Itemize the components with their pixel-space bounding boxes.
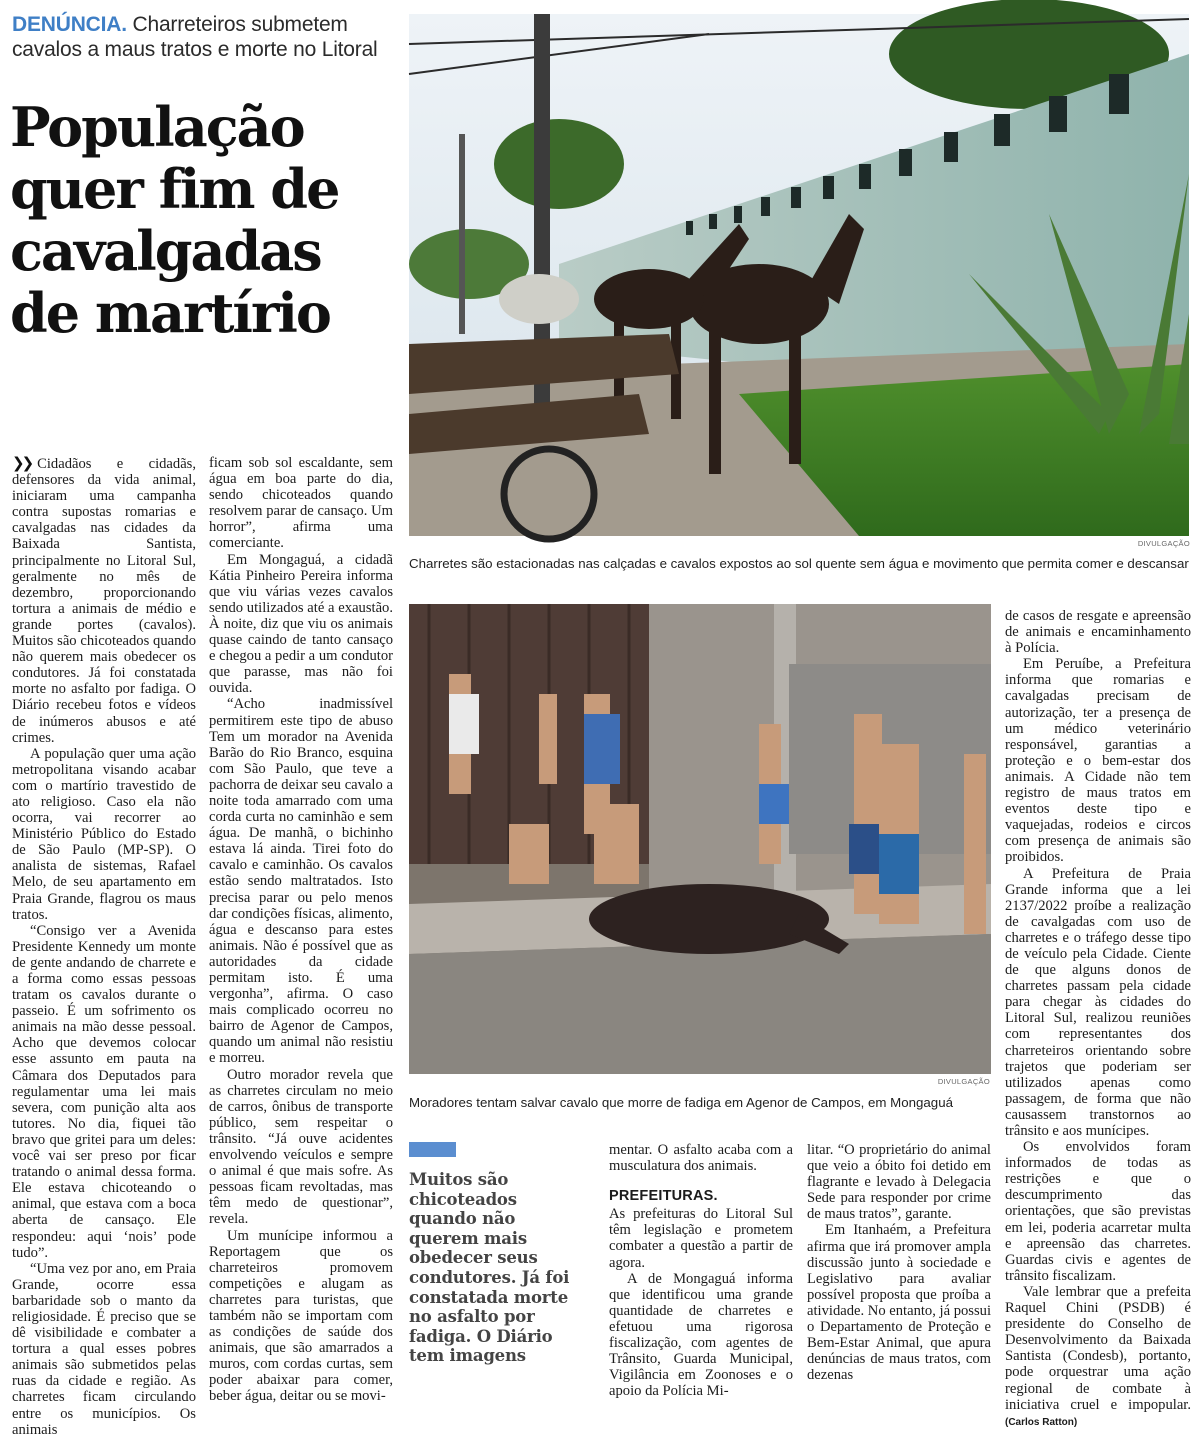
paragraph: “Consigo ver a Avenida Presidente Kennedy um monte de gente andando de charrete e a forma como essas pessoas tratam os cavalos durante o passeio. É um sofrimento os animais na mão desse pessoal. Acho que devemos colocar esse assunto em pauta na Câmara dos Deputados para regulamentar uma lei mais severa, com punição alta aos tutores. No dia, fiquei tão bravo que gritei para um deles: você vai ser preso por ficar tratando o animal dessa forma. Ele estava chicoteando o animal, que estava com a boca aberta de cansaço. Ele respondeu: aqui ‘nois’ pode tudo”.: [12, 922, 196, 1261]
article-column-5: [1005, 608, 1191, 1428]
bottom-photo-caption: Moradores tentam salvar cavalo que morre de fadiga em Agenor de Campos, em Mongaguá: [409, 1095, 953, 1110]
paragraph: Em Peruíbe, a Prefeitura informa que romarias e cavalgadas precisam de autorização, ter a presença de um médico veterinário responsável, garantias a proteção e o bem-estar dos animais. A Cidade não tem registro de maus tratos em eventos deste tipo e vaquejadas, rodeios e circos com presença de animais são proibidos.: [1005, 656, 1191, 866]
bottom-photo-credit: DIVULGAÇÃO: [937, 1077, 990, 1086]
paragraph: Um munícipe informou a Reportagem que os charreteiros promovem competições e alugam as charretes para turistas, que também não se importam com as condições de saúde dos animais, que são amarrados a muros, com cordas curtas, sem poder abaixar para comer, beber água, deitar ou se movi-: [209, 1227, 393, 1405]
kicker: [12, 12, 392, 62]
top-photo-credit: DIVULGAÇÃO: [1137, 539, 1190, 548]
paragraph: ❯❯ Cidadãos e cidadãs, defensores da vida animal, iniciaram uma campanha contra supostas romarias e cavalgadas nas cidades da Baixada Santista, principalmente no Litoral Sul, geralmente no mês de dezembro, proporcionando tortura a animais de médio e grande portes (cavalos). Muitos são chicoteados quando não querem mais obedecer os condutores. Já foi constatada morte no asfalto por fadiga. O Diário recebeu fotos e vídeos de inúmeros abusos e até crimes.: [12, 454, 196, 746]
headline: População quer fim de cavalgadas de martírio: [10, 95, 339, 345]
paragraph: mentar. O asfalto acaba com a musculatura dos animais.: [609, 1142, 793, 1175]
bottom-photo: [409, 604, 991, 1074]
paragraph: de casos de resgate e apreensão de animais e encaminhamento à Polícia.: [1005, 608, 1191, 657]
paragraph: A população quer uma ação metropolitana visando acabar com o martírio travestido de ato religioso. Caso ela não ocorra, vai recorrer ao Ministério Público do Estado de São Paulo (MP-SP). O analista de sistemas, Rafael Melo, de seu apartamento em Praia Grande, flagrou os maus tratos.: [12, 745, 196, 923]
article-column-1: [12, 454, 196, 1438]
paragraph: “Uma vez por ano, em Praia Grande, ocorre essa barbaridade sob o manto da religiosidade. É preciso que se dê visibilidade e combater a tortura a qual esses pobres animais são submetidos pelas ruas da cidade e região. As charretes ficam circulando entre os municípios. Os animais: [12, 1260, 196, 1438]
pullquote-bar: [409, 1142, 456, 1157]
paragraph: A Prefeitura de Praia Grande informa que a lei 2137/2022 proíbe a realização de cavalgadas com uso de charretes e o tráfego desse tipo de veículo pela Cidade. Ciente de que alguns donos de charretes passam pela cidade para chegar às cidades do Litoral Sul, realizou reuniões com representantes dos charreteiros orientando sobre trajetos que poderiam ser utilizados apenas como passagem, de forma que não causassem transtornos ao trânsito e aos munícipes.: [1005, 865, 1191, 1139]
kicker-text: Charreteiros submetem cavalos a maus tratos e morte no Litoral: [12, 13, 378, 61]
paragraph: Vale lembrar que a prefeita Raquel Chini (PSDB) é presidente do Conselho de Desenvolvimento da Baixada Santista (Condesb), portanto, pode orquestrar uma ação regional de combate à iniciativa cruel e impopular. (Carlos Ratton): [1005, 1283, 1191, 1428]
paragraph: A de Mongaguá informa que identificou uma grande quantidade de charretes e efetuou uma rigorosa fiscalização, com agentes de Trânsito, Guarda Municipal, Vigilância em Zoonoses e o apoio da Polícia Mi-: [609, 1270, 793, 1400]
section-tag: DENÚNCIA.: [12, 13, 127, 36]
article-column-2: [209, 455, 393, 1405]
horses-carts-image: [409, 14, 1189, 536]
article-column-4: [807, 1142, 991, 1384]
paragraph: As prefeituras do Litoral Sul têm legislação e prometem combater a questão a partir de agora.: [609, 1206, 793, 1271]
paragraph: Em Mongaguá, a cidadã Kátia Pinheiro Pereira informa que viu várias vezes cavalos sendo utilizados até a exaustão. À noite, diz que viu os animais quase caindo de tanto cansaço e chegou a pedir a um condutor que parasse, mas não foi ouvida.: [209, 551, 393, 697]
paragraph: Os envolvidos foram informados de todas as restrições e que o descumprimento das orientações, que são previstas em lei, poderia acarretar multa e apreensão das charretes. Guardas civis e agentes de trânsito fiscalizam.: [1005, 1139, 1191, 1284]
top-photo-caption: Charretes são estacionadas nas calçadas e cavalos expostos ao sol quente sem água e movimento que permita comer e descansar: [409, 556, 1189, 571]
top-photo: [409, 14, 1189, 536]
article-column-3: [609, 1142, 793, 1400]
paragraph: Em Itanhaém, a Prefeitura afirma que irá promover ampla discussão junto à sociedade e Legislativo para avaliar possível proposta que proíba a atividade. No entanto, já possui o Departamento de Proteção e Bem-Estar Animal, que apura denúncias de maus tratos, com dezenas: [807, 1222, 992, 1384]
double-chevron-icon: ❯❯: [12, 454, 32, 472]
fallen-horse-image: [409, 604, 991, 1074]
paragraph: ficam sob sol escaldante, sem água em boa parte do dia, sendo chicoteados quando resolvem parar de cansaço. Um horror”, afirma uma comerciante.: [209, 455, 393, 552]
subheading: PREFEITURAS.: [609, 1188, 718, 1205]
paragraph: litar. “O proprietário do animal que veio a óbito foi detido em flagrante e levado à Delegacia Sede para responder por crime de maus tratos”, garante.: [807, 1142, 991, 1223]
author-signature: (Carlos Ratton): [1005, 1416, 1078, 1428]
paragraph: Outro morador revela que as charretes circulam no meio de carros, ônibus de transporte público, sem respeitar o trânsito. “Já ouve acidentes envolvendo veículos e sempre o animal é que mais sofre. As pessoas ficam revoltadas, mas têm medo de questionar”, revela.: [209, 1066, 393, 1228]
paragraph: “Acho inadmissível permitirem este tipo de abuso Tem um morador na Avenida Barão do Rio Branco, esquina com São Paulo, que teve a pachorra de deixar seu cavalo a noite toda amarrado com uma corda curta no caminhão e sem água. De manhã, o bichinho estava lá ainda. Tirei foto do cavalo e caminhão. Os cavalos estão sendo maltratados. Isto precisa parar ou pelo menos dar condições físicas, alimento, água e descanso para estes animais. Não é possível que as autoridades da cidade permitam isto. É uma vergonha”, afirma. O caso mais complicado ocorreu no bairro de Agenor de Campos, quando um animal não resistiu e morreu.: [209, 696, 393, 1067]
pullquote: Muitos são chicoteados quando não querem mais obedecer seus condutores. Já foi constatada morte no asfalto por fadiga. O Diário tem imagens: [409, 1170, 570, 1366]
